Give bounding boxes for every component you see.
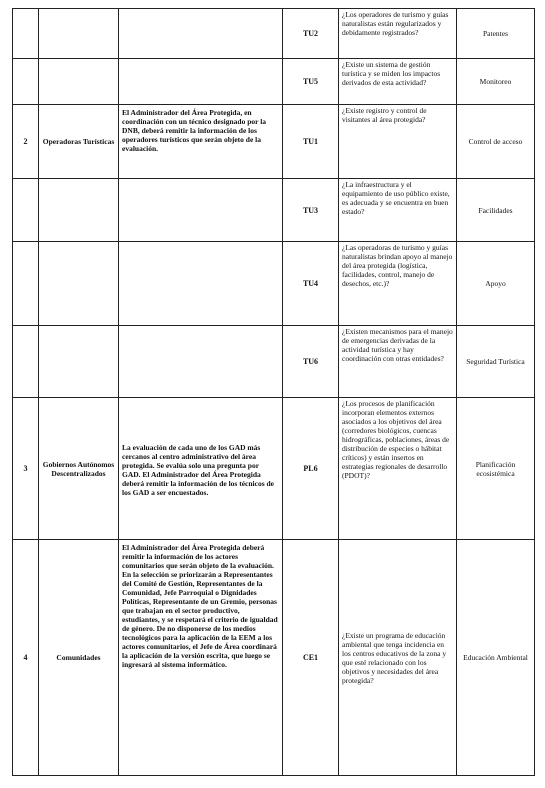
description-cell: La evaluación de cada uno de los GAD más cercanos al centro administrativo del área protegida. Se evalúa solo una pregunta por GAD. El Administrador del Área Protegida deberá remitir la información de los técnicos de los GAD a ser encuestados. bbox=[119, 398, 283, 540]
question-cell: ¿Los procesos de planificación incorporan elementos externos asociados a los objetivos del área (corredores biológicos, cuencas hidrográficas, poblaciones, áreas de distribución de especies o hábitat críticos) y están insertos en estrategias regionales de desarrollo (PDOT)? bbox=[339, 398, 457, 540]
description-cell: El Administrador del Área Protegida, en coordinación con un técnico designado por la DNB, deberá remitir la información de los operadores turísticos que serán objeto de la evaluación. bbox=[119, 105, 283, 179]
criterion-cell: Educación Ambiental bbox=[457, 540, 535, 776]
code-cell: TU4 bbox=[283, 242, 339, 326]
actor-cell bbox=[39, 9, 119, 59]
table-row bbox=[13, 59, 535, 105]
code-cell: TU6 bbox=[283, 326, 339, 398]
row-number bbox=[13, 326, 39, 398]
description-cell bbox=[119, 179, 283, 242]
table-row bbox=[13, 540, 535, 776]
row-number bbox=[13, 179, 39, 242]
question-cell: ¿Existen mecanismos para el manejo de emergencias derivadas de la actividad turística y hay coordinación con otras entidades? bbox=[339, 326, 457, 398]
code-cell: TU5 bbox=[283, 59, 339, 105]
description-cell bbox=[119, 59, 283, 105]
table-row bbox=[13, 242, 535, 326]
row-number bbox=[13, 59, 39, 105]
actor-cell: Comunidades bbox=[39, 540, 119, 776]
code-cell: TU1 bbox=[283, 105, 339, 179]
criterion-cell: Patentes bbox=[457, 9, 535, 59]
actor-cell bbox=[39, 326, 119, 398]
row-number bbox=[13, 242, 39, 326]
question-cell: ¿Existe registro y control de visitantes al área protegida? bbox=[339, 105, 457, 179]
question-cell: ¿Existe un sistema de gestión turística y se miden los impactos derivados de esta actividad? bbox=[339, 59, 457, 105]
description-cell bbox=[119, 9, 283, 59]
question-cell: ¿Existe un programa de educación ambiental que tenga incidencia en los centros educativos de la zona y que esté relacionado con los objetivos y necesidades del área protegida? bbox=[339, 540, 457, 776]
table-row bbox=[13, 398, 535, 540]
evaluation-table bbox=[12, 8, 535, 776]
criterion-cell: Facilidades bbox=[457, 179, 535, 242]
table-row bbox=[13, 105, 535, 179]
code-cell: TU3 bbox=[283, 179, 339, 242]
question-cell: ¿Las operadoras de turismo y guías naturalistas brindan apoyo al manejo del área protegida (logística, facilidades, control, manejo de desechos, etc.)? bbox=[339, 242, 457, 326]
row-number: 3 bbox=[13, 398, 39, 540]
row-number: 2 bbox=[13, 105, 39, 179]
table-row bbox=[13, 179, 535, 242]
row-number bbox=[13, 9, 39, 59]
question-cell: ¿La infraestructura y el equipamiento de uso público existe, es adecuada y se encuentra en buen estado? bbox=[339, 179, 457, 242]
evaluation-table-page bbox=[12, 8, 534, 776]
actor-cell bbox=[39, 59, 119, 105]
criterion-cell: Planificación ecosistémica bbox=[457, 398, 535, 540]
description-cell bbox=[119, 326, 283, 398]
criterion-cell: Monitoreo bbox=[457, 59, 535, 105]
actor-cell: Operadoras Turísticas bbox=[39, 105, 119, 179]
criterion-cell: Seguridad Turística bbox=[457, 326, 535, 398]
description-cell: El Administrador del Área Protegida deberá remitir la información de los actores comunitarios que serán objeto de la evaluación. En la selección se priorizarán a Representantes del Comité de Gestión, Representantes de la Comunidad, Jefe Parroquial o Dignidades Políticas, Representante de un Gremio, personas que trabajan en el sector productivo, estudiantes, y se respetará el criterio de igualdad de género. De no disponerse de los medios tecnológicos para la aplicación de la EEM a los actores comunitarios, el Jefe de Área coordinará la aplicación de la versión escrita, que luego se ingresará al sistema informático. bbox=[119, 540, 283, 776]
description-cell bbox=[119, 242, 283, 326]
table-row bbox=[13, 9, 535, 59]
actor-cell bbox=[39, 179, 119, 242]
code-cell: CE1 bbox=[283, 540, 339, 776]
actor-cell: Gobiernos Autónomos Descentralizados bbox=[39, 398, 119, 540]
code-cell: TU2 bbox=[283, 9, 339, 59]
criterion-cell: Control de acceso bbox=[457, 105, 535, 179]
actor-cell bbox=[39, 242, 119, 326]
code-cell: PL6 bbox=[283, 398, 339, 540]
row-number: 4 bbox=[13, 540, 39, 776]
criterion-cell: Apoyo bbox=[457, 242, 535, 326]
question-cell: ¿Los operadores de turismo y guías naturalistas están regularizados y debidamente registrados? bbox=[339, 9, 457, 59]
table-row bbox=[13, 326, 535, 398]
